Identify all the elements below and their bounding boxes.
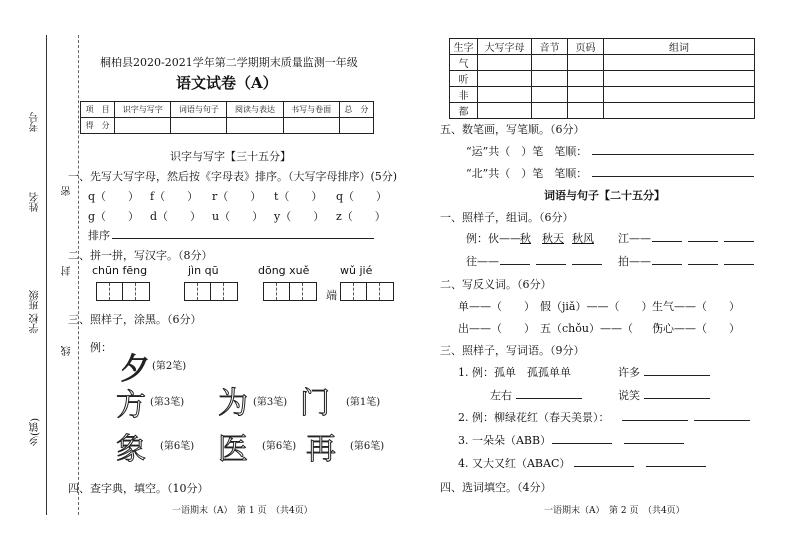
stroke-hint: (第6笔) [160, 441, 195, 452]
question-5: 五、数笔画，写笔顺。（6分） [440, 123, 585, 136]
pinyin-1: chūn fēng [92, 264, 148, 277]
seal-mi: 密 [62, 186, 73, 196]
section-title: 词语与句子【二十五分】 [544, 189, 665, 202]
score-head: 词语与句子 [171, 102, 227, 118]
writing-grid[interactable] [340, 282, 394, 301]
char-zai[interactable]: 再 [306, 432, 336, 467]
char-xiang[interactable]: 象 [116, 432, 146, 467]
answer-line[interactable] [652, 264, 682, 265]
answer-line[interactable] [644, 398, 710, 399]
answer-line[interactable] [592, 154, 754, 155]
question-3: 三、照样子，涂黑。（6分） [68, 313, 202, 326]
char-men[interactable]: 门 [300, 386, 330, 421]
cizu-question: 一、照样子，组词。（6分） [440, 211, 574, 224]
writing-grid[interactable] [184, 282, 238, 301]
margin-line [46, 35, 47, 515]
exam-no-label: 考号 [30, 112, 41, 132]
answer-line[interactable] [724, 241, 754, 242]
page-footer: 一语期末（A） 第 1 页 （共4页） [172, 506, 313, 516]
table-char: 非 [450, 87, 478, 103]
letter-item[interactable]: f（ ） [150, 190, 199, 203]
letter-item[interactable]: q（ ） [88, 190, 140, 203]
pinyin-3: dōng xuě [258, 264, 310, 277]
score-head: 项 目 [81, 102, 115, 118]
table-head: 组词 [604, 39, 755, 55]
letter-item[interactable]: r（ ） [212, 190, 262, 203]
name-label: 姓名 [30, 192, 41, 212]
seal-line [78, 35, 79, 515]
writing-grid[interactable] [263, 282, 317, 301]
question-1: 一、先写大写字母，然后按《字母表》排序。（大写字母排序）(5分) [68, 170, 398, 183]
cizu-example: 例：伙—— [466, 232, 521, 245]
table-head: 音节 [532, 39, 568, 55]
pinyin-4: wǔ jié [340, 264, 373, 277]
answer-line[interactable] [516, 398, 582, 399]
example-label: 例： [90, 341, 112, 354]
stroke-hint: (第1笔) [346, 397, 381, 408]
phrase-shuoxiao: 说笑 [618, 389, 640, 402]
phrase-abac: 4. 又大又红（ABAC） [458, 457, 571, 470]
antonym-item[interactable]: 生气——（ ） [652, 300, 740, 313]
letter-item[interactable]: t（ ） [274, 190, 323, 203]
score-head: 识字与写字 [115, 102, 171, 118]
score-label: 得 分 [81, 118, 115, 134]
letter-item[interactable]: q（ ） [336, 190, 388, 203]
yun-strokes: “运”共（ ）笔 笔顺： [466, 145, 588, 158]
example-word: 秋天 [542, 232, 564, 245]
exam-header: 桐柏县2020-2021学年第二学期期末质量监测一年级 [100, 56, 358, 69]
answer-line[interactable] [552, 443, 612, 444]
antonym-item[interactable]: 伤心——（ ） [652, 322, 740, 335]
answer-line[interactable] [688, 241, 718, 242]
answer-line[interactable] [694, 420, 750, 421]
phrase-xuduo: 许多 [618, 366, 640, 379]
answer-line[interactable] [574, 466, 634, 467]
seal-xian: 线 [62, 346, 73, 356]
char-yi[interactable]: 医 [218, 432, 248, 467]
letter-item[interactable]: g（ ） [88, 210, 140, 223]
antonym-question: 二、写反义词。（6分） [440, 278, 552, 291]
section-title: 识字与写字【三十五分】 [170, 150, 291, 163]
score-cell[interactable] [227, 118, 283, 134]
phrase-zuoyou: 左右 [490, 389, 512, 402]
pinyin-2: jìn qū [188, 264, 219, 277]
score-cell[interactable] [115, 118, 171, 134]
answer-line[interactable] [644, 375, 710, 376]
antonym-item[interactable]: 单——（ ） [458, 300, 535, 313]
cizu-jiang: 江—— [618, 232, 651, 245]
seal-feng: 封 [62, 266, 73, 276]
table-head: 生字 [450, 39, 478, 55]
answer-line[interactable] [646, 466, 706, 467]
char-xi: 夕 [120, 352, 150, 387]
letter-item[interactable]: d（ ） [150, 210, 202, 223]
answer-line[interactable] [622, 420, 688, 421]
score-cell[interactable] [283, 118, 339, 134]
fill-question: 四、选词填空。（4分） [440, 481, 552, 494]
score-head: 书写与卷面 [283, 102, 339, 118]
stroke-hint: (第6笔) [350, 441, 385, 452]
char-fang[interactable]: 方 [116, 388, 146, 423]
score-head: 阅读与表达 [227, 102, 283, 118]
question-2: 二、拼一拼，写汉字。（8分） [68, 249, 213, 262]
letter-item[interactable]: z（ ） [336, 210, 386, 223]
school-class-label: 学校 班级 [30, 290, 41, 334]
exam-title: 语文试卷（A） [176, 74, 278, 92]
answer-line[interactable] [724, 264, 754, 265]
table-char: 都 [450, 103, 478, 119]
antonym-item[interactable]: 五（chǒu）——（ ） [540, 322, 666, 335]
letter-item[interactable]: u（ ） [212, 210, 264, 223]
phrase-question: 三、照样子，写词语。（9分） [440, 344, 585, 357]
phrase-abb: 3. 一朵朵（ABB） [458, 434, 552, 447]
letter-item[interactable]: y（ ） [274, 210, 325, 223]
order-label: 排序 [88, 229, 110, 242]
antonym-item[interactable]: 出——（ ） [458, 322, 535, 335]
town-label: 乡(镇) [30, 418, 41, 446]
table-char: 气 [450, 55, 478, 71]
writing-grid[interactable] [96, 282, 150, 301]
stroke-hint: (第3笔) [150, 397, 185, 408]
cizu-wang: 往—— [466, 255, 499, 268]
stroke-hint: (第3笔) [253, 397, 288, 408]
antonym-item[interactable]: 假（jiǎ）——（ ） [540, 300, 653, 313]
char-wei[interactable]: 为 [218, 386, 248, 421]
answer-line[interactable] [572, 264, 602, 265]
cizu-pai: 拍—— [618, 255, 651, 268]
answer-line[interactable] [624, 443, 684, 444]
answer-line[interactable] [688, 264, 718, 265]
bei-strokes: “北”共（ ）笔 笔顺： [466, 167, 588, 180]
table-char: 听 [450, 71, 478, 87]
example-word: 秋风 [572, 232, 594, 245]
answer-line[interactable] [652, 241, 682, 242]
answer-line[interactable] [500, 264, 530, 265]
phrase-example-2: 2. 例：柳绿花红（春天美景）： [458, 411, 610, 424]
answer-line[interactable] [592, 176, 754, 177]
score-table [80, 101, 374, 134]
phrase-example-1: 1. 例：孤单 孤孤单单 [458, 366, 571, 379]
question-4: 四、查字典，填空。（10分） [68, 482, 209, 495]
order-answer-line[interactable] [112, 238, 374, 239]
stroke-hint: (第6笔) [262, 441, 297, 452]
score-cell[interactable] [171, 118, 227, 134]
score-head: 总 分 [339, 102, 373, 118]
table-head: 页码 [568, 39, 604, 55]
page-footer: 一语期末（A） 第 2 页 （共4页） [544, 506, 685, 516]
example-word: 秋 [520, 232, 531, 245]
score-cell[interactable] [339, 118, 373, 134]
table-head: 大写字母 [478, 39, 532, 55]
duan-char: 端 [326, 289, 337, 302]
answer-line[interactable] [536, 264, 566, 265]
stroke-hint: (第2笔) [152, 361, 187, 372]
dictionary-table [449, 38, 755, 119]
